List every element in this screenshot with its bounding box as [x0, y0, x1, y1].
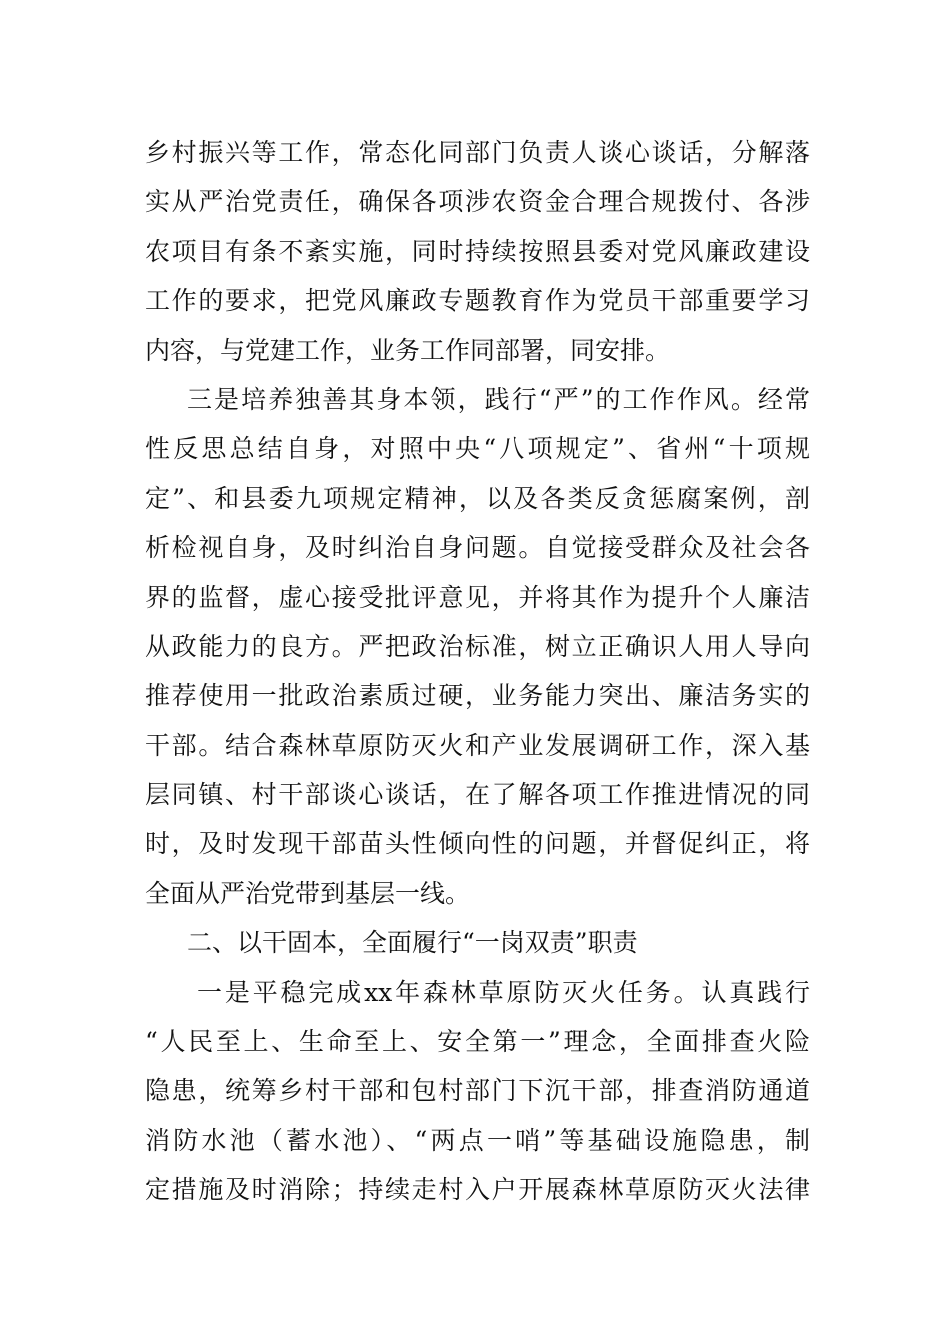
- text-line: 内容，与党建工作，业务工作同部署，同安排。: [145, 335, 671, 365]
- paragraph-start-line: 三是培养独善其身本领，践行“严”的工作作风。经常: [187, 384, 810, 414]
- text-line: 性反思总结自身，对照中央“八项规定”、省州“十项规: [145, 434, 810, 464]
- section-heading: 二、以干固本，全面履行“一岗双责”职责: [187, 928, 638, 958]
- text-line: 推荐使用一批政治素质过硬，业务能力突出、廉洁务实的: [145, 681, 810, 711]
- text-line: 层同镇、村干部谈心谈话，在了解各项工作推进情况的同: [145, 780, 810, 810]
- text-line: 工作的要求，把党风廉政专题教育作为党员干部重要学习: [145, 286, 810, 316]
- text-line: 隐患，统筹乡村干部和包村部门下沉干部，排查消防通道: [145, 1076, 810, 1106]
- text-line: 全面从严治党带到基层一线。: [145, 878, 471, 908]
- text-line: 定措施及时消除；持续走村入户开展森林草原防灭火法律: [145, 1175, 810, 1205]
- paragraph-start-line: 一是平稳完成xx年森林草原防灭火任务。认真践行: [197, 977, 810, 1007]
- text-line: “人民至上、生命至上、安全第一”理念，全面排查火险: [145, 1027, 810, 1057]
- text-line: 析检视自身，及时纠治自身问题。自觉接受群众及社会各: [145, 533, 810, 563]
- text-line: 界的监督，虚心接受批评意见，并将其作为提升个人廉洁: [145, 582, 810, 612]
- text-line: 农项目有条不紊实施，同时持续按照县委对党风廉政建设: [145, 236, 810, 266]
- text-line: 消防水池（蓄水池）、“两点一哨”等基础设施隐患，制: [145, 1125, 810, 1155]
- text-line: 从政能力的良方。严把政治标准，树立正确识人用人导向: [145, 631, 810, 661]
- text-line: 乡村振兴等工作，常态化同部门负责人谈心谈话，分解落: [145, 138, 810, 167]
- text-line: 时，及时发现干部苗头性倾向性的问题，并督促纠正，将: [145, 829, 810, 859]
- text-line: 干部。结合森林草原防灭火和产业发展调研工作，深入基: [145, 730, 810, 760]
- text-line: 定”、和县委九项规定精神，以及各类反贪惩腐案例，剖: [145, 483, 810, 513]
- document-body: [145, 128, 810, 1215]
- text-line: 实从严治党责任，确保各项涉农资金合理合规拨付、各涉: [145, 187, 810, 217]
